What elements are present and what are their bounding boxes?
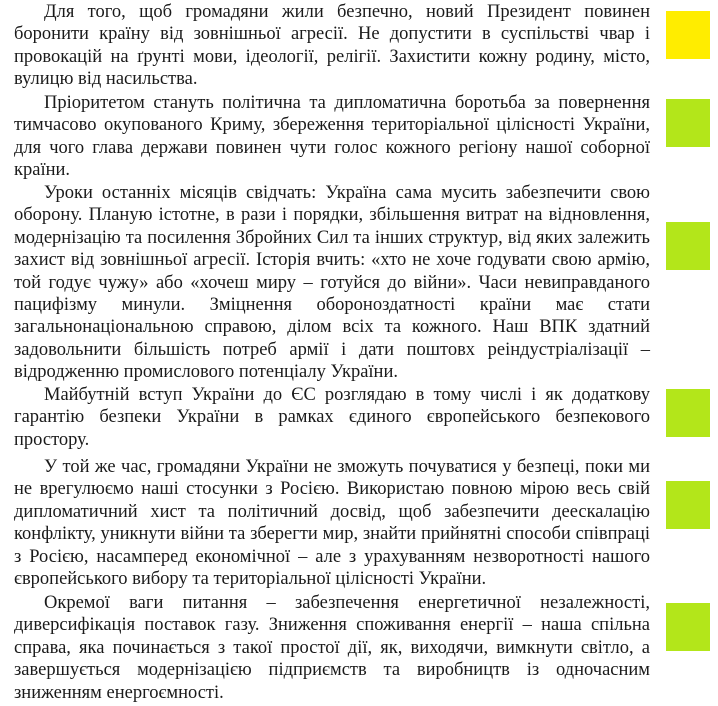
paragraph-security: Для того, щоб громадяни жили безпечно, новий Президент повинен боронити країну від зовнішньої агресії. Не допустити в суспільстві чвар і провокацій на ґрунті мови, ідеології, релігії. Захистити кожну родину, місто, вулицю від насильства.	[14, 2, 650, 90]
color-marker-green	[666, 389, 710, 437]
color-marker-green	[666, 222, 710, 270]
color-marker-green	[666, 481, 710, 529]
color-marker-green	[666, 99, 710, 147]
paragraph-energy: Окремої ваги питання – забезпечення енергетичної незалежності, диверсифікація поставок газу. Зниження споживання енергії – наша спільна справа, яка починається з такої простої дії, як, виходячи, вимкнути світло, а завершується модернізацією підприємств та виробництв із одночасним зниженням енергоємності.	[14, 593, 650, 703]
color-marker-green	[666, 603, 710, 651]
paragraph-eu: Майбутній вступ України до ЄС розглядаю в тому числі і як додаткову гарантію безпеки України в рамках єдиного європейського безпекового простору.	[14, 385, 650, 450]
paragraph-crimea: Пріоритетом стануть політична та дипломатична боротьба за повернення тимчасово окупованого Криму, збереження територіальної цілісності України, для чого глава держави повинен чути голос кожного регіону нашої соборної країни.	[14, 93, 650, 181]
paragraph-russia: У той же час, громадяни України не зможуть почуватися у безпеці, поки ми не врегулюємо наші стосунки з Росією. Використаю повною мірою весь свій дипломатичний хист та політичний досвід, щоб забезпечити деескалацію конфлікту, уникнути війни та зберегти мир, знайти прийнятні способи співпраці з Росією, насамперед економічної – але з урахуванням незворотності нашого європейського вибору та територіальної цілісності України.	[14, 457, 650, 590]
color-marker-yellow	[666, 11, 710, 59]
paragraph-defense: Уроки останніх місяців свідчать: Україна сама мусить забезпечити свою оборону. Планую істотне, в рази і порядки, збільшення витрат на відновлення, модернізацію та посилення Збройних Сил та інших структур, від яких залежить захист від зовнішньої агресії. Історія вчить: «хто не хоче годувати свою армію, той годує чужу» або «хочеш миру – готуйся до війни». Часи невиправданого пацифізму минули. Зміцнення обороноздатності країни має стати загальнонаціональною справою, ділом всіх та кожного. Наш ВПК здатний задовольнити більшість потреб армії і дати поштовх реіндустріалізації – відродженню промислового потенціалу України.	[14, 183, 650, 383]
